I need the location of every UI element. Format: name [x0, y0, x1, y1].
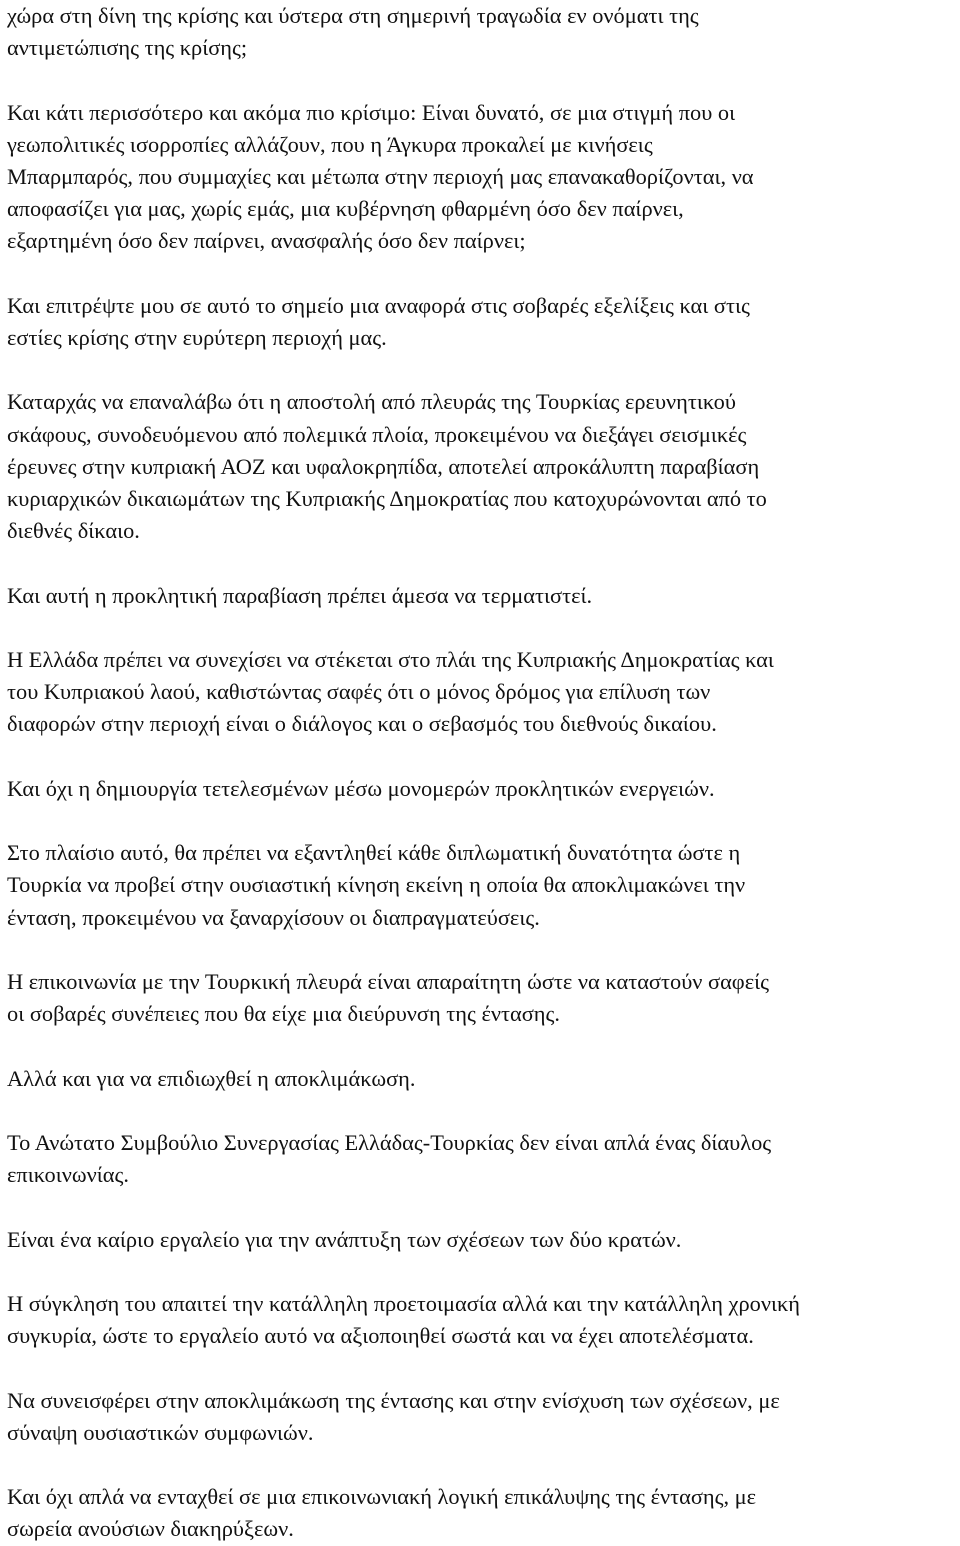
paragraph-spacer: [7, 64, 957, 96]
text-line: Και επιτρέψτε μου σε αυτό το σημείο μια αναφορά στις σοβαρές εξελίξεις και στις: [7, 292, 750, 318]
paragraph: [7, 1063, 957, 1095]
paragraph: [7, 1224, 957, 1256]
paragraph-spacer: [7, 1095, 957, 1127]
text-line: συγκυρία, ώστε το εργαλείο αυτό να αξιοποιηθεί σωστά και να έχει αποτελέσματα.: [7, 1323, 754, 1349]
text-line: σωρεία ανούσιων διακηρύξεων.: [7, 1516, 294, 1542]
paragraph: [7, 1288, 957, 1352]
paragraph-spacer: [7, 258, 957, 290]
paragraph-spacer: [7, 354, 957, 386]
text-line: Η επικοινωνία με την Τουρκική πλευρά είναι απαραίτητη ώστε να καταστούν σαφείς: [7, 968, 770, 994]
paragraph: [7, 1481, 957, 1545]
text-line: αποφασίζει για μας, χωρίς εμάς, μια κυβέρνηση φθαρμένη όσο δεν παίρνει,: [7, 196, 684, 222]
paragraph-spacer: [7, 1352, 957, 1384]
paragraph: [7, 1385, 957, 1449]
text-line: έρευνες στην κυπριακή ΑΟΖ και υφαλοκρηπίδα, αποτελεί απροκάλυπτη παραβίαση: [7, 453, 760, 479]
paragraph-spacer: [7, 1191, 957, 1223]
text-line: αντιμετώπισης της κρίσης;: [7, 35, 248, 61]
text-line: ένταση, προκειμένου να ξαναρχίσουν οι διαπραγματεύσεις.: [7, 904, 540, 930]
text-line: γεωπολιτικές ισορροπίες αλλάζουν, που η Άγκυρα προκαλεί με κινήσεις: [7, 131, 653, 157]
paragraph: [7, 966, 957, 1030]
paragraph: [7, 0, 957, 64]
text-line: Και κάτι περισσότερο και ακόμα πιο κρίσιμο: Είναι δυνατό, σε μια στιγμή που οι: [7, 99, 736, 125]
paragraph-spacer: [7, 612, 957, 644]
paragraph-spacer: [7, 547, 957, 579]
paragraph: [7, 773, 957, 805]
text-line: Είναι ένα καίριο εργαλείο για την ανάπτυξη των σχέσεων των δύο κρατών.: [7, 1226, 682, 1252]
paragraph-spacer: [7, 934, 957, 966]
text-line: διαφορών στην περιοχή είναι ο διάλογος και ο σεβασμός του διεθνούς δικαίου.: [7, 711, 717, 737]
text-line: Η σύγκληση του απαιτεί την κατάλληλη προετοιμασία αλλά και την κατάλληλη χρονική: [7, 1290, 800, 1316]
text-line: οι σοβαρές συνέπειες που θα είχε μια διεύρυνση της έντασης.: [7, 1001, 560, 1027]
text-line: κυριαρχικών δικαιωμάτων της Κυπριακής Δημοκρατίας που κατοχυρώνονται από το: [7, 486, 767, 511]
paragraph: [7, 837, 957, 934]
paragraph: [7, 386, 957, 547]
text-line: Να συνεισφέρει στην αποκλιμάκωση της έντασης και στην ενίσχυση των σχέσεων, με: [7, 1387, 780, 1413]
text-line: Στο πλαίσιο αυτό, θα πρέπει να εξαντληθεί κάθε διπλωματική δυνατότητα ώστε η: [7, 840, 741, 866]
text-line: χώρα στη δίνη της κρίσης και ύστερα στη σημερινή τραγωδία εν ονόματι της: [7, 3, 699, 28]
text-line: Η Ελλάδα πρέπει να συνεχίσει να στέκεται στο πλάι της Κυπριακής Δημοκρατίας και: [7, 646, 774, 672]
paragraph: [7, 290, 957, 354]
paragraph-spacer: [7, 1030, 957, 1062]
text-line: Τουρκία να προβεί στην ουσιαστική κίνηση εκείνη η οποία θα αποκλιμακώνει την: [7, 872, 746, 898]
paragraph: [7, 97, 957, 258]
text-line: διεθνές δίκαιο.: [7, 518, 140, 544]
paragraph: [7, 580, 957, 612]
text-line: Και όχι η δημιουργία τετελεσμένων μέσω μονομερών προκλητικών ενεργειών.: [7, 775, 715, 801]
text-line: Καταρχάς να επαναλάβω ότι η αποστολή από πλευράς της Τουρκίας ερευνητικού: [7, 389, 736, 415]
text-line: εστίες κρίσης στην ευρύτερη περιοχή μας.: [7, 325, 387, 350]
paragraph-spacer: [7, 1256, 957, 1288]
text-line: Αλλά και για να επιδιωχθεί η αποκλιμάκωση.: [7, 1065, 416, 1091]
paragraph-spacer: [7, 1449, 957, 1481]
paragraph: [7, 644, 957, 741]
text-line: Και αυτή η προκλητική παραβίαση πρέπει άμεσα να τερματιστεί.: [7, 582, 593, 608]
paragraph-spacer: [7, 741, 957, 773]
text-line: Μπαρμπαρός, που συμμαχίες και μέτωπα στην περιοχή μας επανακαθορίζονται, να: [7, 164, 754, 189]
text-line: επικοινωνίας.: [7, 1162, 129, 1188]
text-line: σύναψη ουσιαστικών συμφωνιών.: [7, 1419, 314, 1445]
text-line: του Κυπριακού λαού, καθιστώντας σαφές ότι ο μόνος δρόμος για επίλυση των: [7, 679, 711, 705]
text-line: Και όχι απλά να ενταχθεί σε μια επικοινωνιακή λογική επικάλυψης της έντασης, με: [7, 1484, 757, 1510]
text-line: σκάφους, συνοδευόμενου από πολεμικά πλοία, προκειμένου να διεξάγει σεισμικές: [7, 421, 747, 447]
paragraph-spacer: [7, 805, 957, 837]
document-body: [7, 0, 957, 1546]
text-line: Το Ανώτατο Συμβούλιο Συνεργασίας Ελλάδας-Τουρκίας δεν είναι απλά ένας δίαυλος: [7, 1129, 772, 1155]
paragraph: [7, 1127, 957, 1191]
text-line: εξαρτημένη όσο δεν παίρνει, ανασφαλής όσο δεν παίρνει;: [7, 228, 526, 254]
